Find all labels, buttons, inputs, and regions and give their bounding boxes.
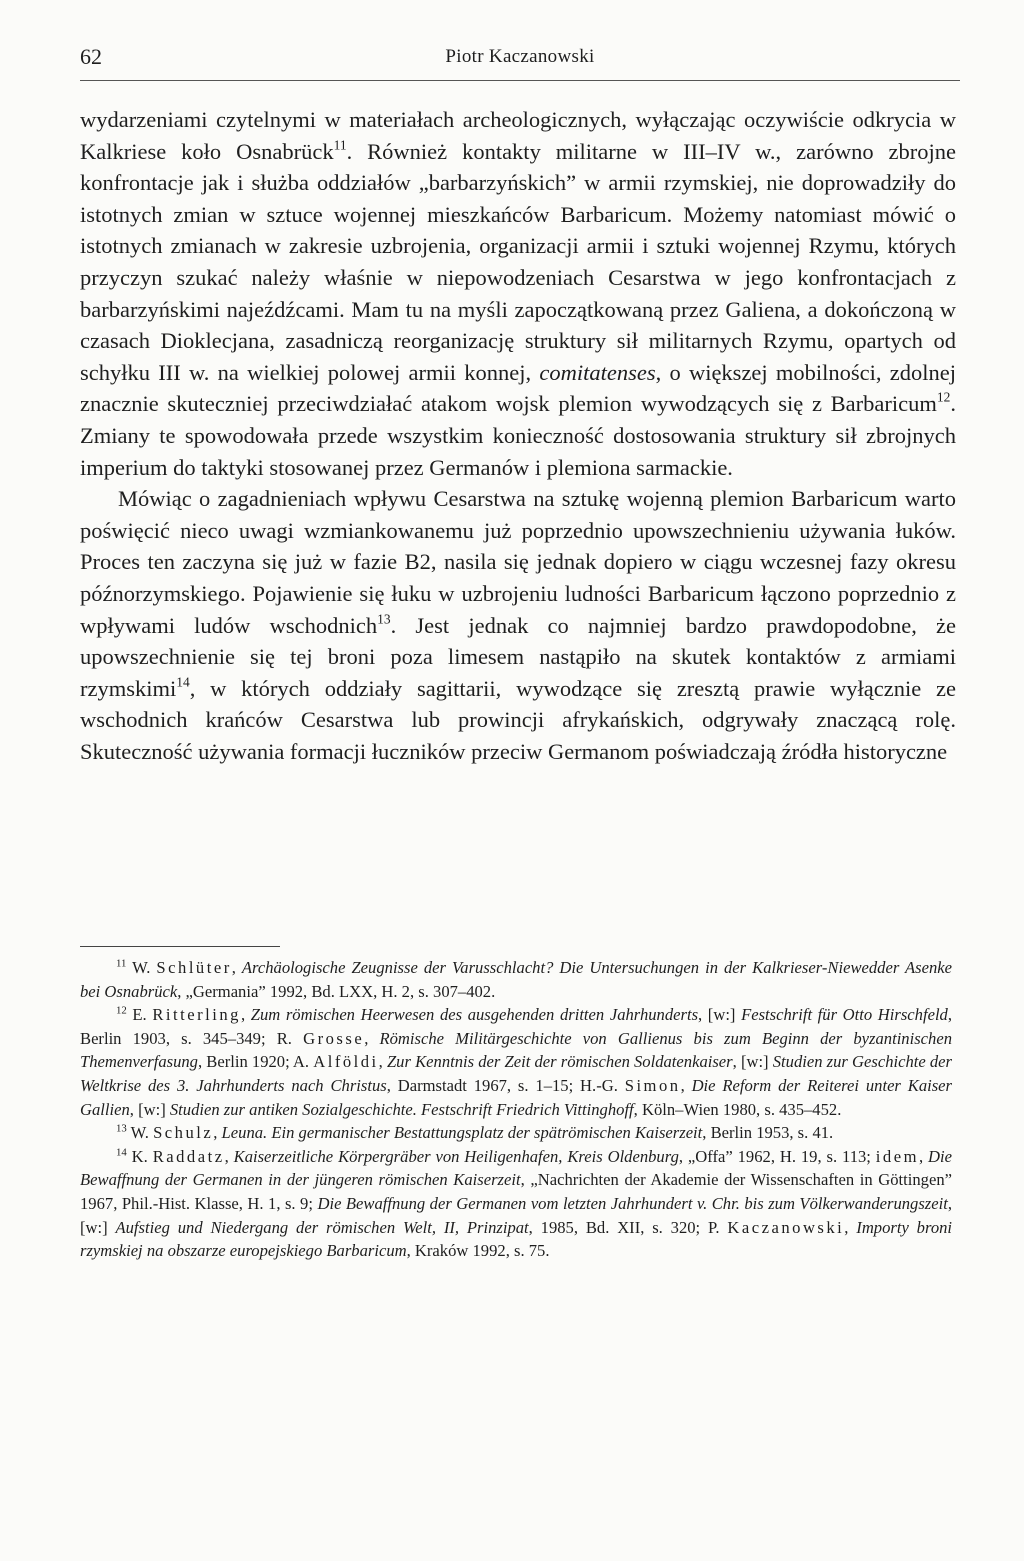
italic-text: Die Bewaffnung der Germanen in der jüngeren römischen Kaiserzeit	[80, 1146, 952, 1190]
text-run: ,	[680, 1075, 692, 1095]
italic-text: Studien zur Geschichte der Weltkrise des 3. Jahrhunderts nach Christus	[80, 1052, 953, 1095]
author-name: Raddatz	[152, 1146, 225, 1166]
text-run: , [w:]	[732, 1052, 773, 1072]
italic-text: Studien zur antiken Sozialgeschichte. Festschrift Friedrich Vittinghoff	[169, 1099, 634, 1119]
italic-text: comitatenses	[539, 359, 656, 385]
text-run: ,	[231, 958, 242, 977]
text-run: . Zmiany te spowodowała przede wszystkim konieczność dostosowania struktury sił zbrojnych imperium do taktyki stosowanej przez Germanów i plemiona sarmackie.	[80, 391, 956, 480]
footnote	[80, 956, 952, 1003]
page-number: 62	[80, 44, 102, 69]
text-run: Mówiąc o zagadnieniach wpływu Cesarstwa na sztukę wojenną plemion Barbaricum warto poświęcić nieco uwagi wzmiankowanemu już poprzednio upowszechnieniu używania łuków. Proces ten zaczyna się już w fazie B2, nasila się jednak dopiero w ciągu wczesnej fazy okresu późnorzymskiego. Pojawienie się łuku w uzbrojeniu ludności Barbaricum łączono poprzednio z wpływami ludów wschodnich	[80, 486, 956, 638]
text-run: , „Nachrichten der Akademie der Wissenschaften in Göttingen” 1967, Phil.-Hist. Klasse, H. 1, s. 9;	[80, 1170, 952, 1213]
author-name: Grosse	[303, 1028, 365, 1048]
italic-text: Zur Kenntnis der Zeit der römischen Soldatenkaiser	[386, 1052, 733, 1072]
text-run: , Kraków 1992, s. 75.	[406, 1241, 550, 1261]
author-name: Schlüter	[156, 958, 232, 977]
text-run: , Darmstadt 1967, s. 1–15; H.-G.	[386, 1075, 625, 1095]
text-run: W.	[126, 958, 157, 977]
text-run: , Köln–Wien 1980, s. 435–452.	[633, 1099, 842, 1119]
body-text	[80, 104, 956, 767]
text-run: , [w:]	[80, 1193, 952, 1237]
running-head: Piotr Kaczanowski	[445, 46, 595, 67]
italic-text: Festschrift für Otto Hirschfeld	[741, 1005, 948, 1025]
body-paragraph	[80, 483, 956, 767]
footnote-ref: 11	[116, 957, 127, 970]
footnote-ref: 13	[116, 1122, 127, 1135]
text-run: ,	[240, 1005, 251, 1025]
italic-text: Leuna. Ein germanischer Bestattungsplatz der spätrömischen Kaiserzeit	[221, 1123, 703, 1143]
text-run: E.	[126, 1005, 153, 1025]
italic-text: Aufstieg und Niedergang der römischen Welt, II, Prinzipat	[115, 1217, 529, 1237]
footnote-ref: 12	[116, 1004, 127, 1017]
text-run: ,	[364, 1028, 380, 1048]
text-run: , Berlin 1903, s. 345–349; R.	[80, 1005, 953, 1048]
italic-text: Importy broni rzymskiej na obszarze europejskiego Barbaricum	[80, 1217, 953, 1261]
footnote	[80, 1121, 952, 1145]
italic-text: Die Bewaffnung der Germanen vom letzten Jahrhundert v. Chr. bis zum Völkerwanderungszeit	[317, 1193, 948, 1213]
text-run: . Również kontakty militarne w III–IV w., zarówno zbrojne konfrontacje jak i służba oddziałów „barbarzyńskich” w armii rzymskiej, nie doprowadziły do istotnych zmian w sztuce wojennej mieszkańców Barbaricum. Możemy natomiast mówić o istotnych zmianach w zakresie uzbrojenia, organizacji armii i sztuki wojennej Rzymu, których przyczyn szukać należy właśnie w niepowodzeniach Cesarstwa w jego konfrontacjach z barbarzyńskimi najeźdźcami. Mam tu na myśli zapoczątkowaną przez Galiena, a dokończoną w czasach Dioklecjana, zasadniczą reorganizację struktury sił militarnych Rzymu, opartych od schyłku III w. na wielkiej polowej armii konnej,	[80, 138, 956, 385]
author-name: Ritterling	[152, 1005, 241, 1025]
footnotes	[80, 956, 952, 1263]
text-run: . Jest jednak co najmniej bardzo prawdopodobne, że upowszechnienie się tej broni poza limesem nastąpiło na skutek kontaktów z armiami rzymskimi	[80, 612, 956, 701]
text-run: wydarzeniami czytelnymi w materiałach archeologicznych, wyłączając oczywiście odkrycia w Kalkriese koło Osnabrück	[80, 107, 956, 164]
italic-text: Archäologische Zeugnisse der Varusschlacht? Die Untersuchungen in der Kalkrieser-Niewedder Asenke bei Osnabrück	[80, 958, 952, 1001]
footnote-ref: 13	[377, 611, 391, 627]
body-paragraph	[80, 104, 956, 483]
italic-text: Die Reform der Reiterei unter Kaiser Gallien	[80, 1075, 953, 1119]
text-run: ,	[918, 1146, 929, 1166]
footnote-ref: 14	[116, 1146, 127, 1159]
author-name: Alföldi	[313, 1052, 379, 1072]
text-run: , Berlin 1920; A.	[197, 1052, 314, 1072]
footnote-divider	[80, 946, 280, 947]
footnote	[80, 1145, 952, 1263]
text-run: , 1985, Bd. XII, s. 320; P.	[528, 1217, 728, 1237]
text-run: K.	[126, 1146, 153, 1166]
page-header	[80, 44, 960, 81]
footnote-ref: 11	[333, 137, 347, 153]
text-run: , w których oddziały sagittarii, wywodzące się zresztą prawie wyłącznie ze wschodnich krańców Cesarstwa lub prowincji afrykańskich, odgrywały znaczącą rolę. Skuteczność używania formacji łuczników przeciw Germanom poświadczają źródła historyczne	[80, 675, 956, 764]
text-run: , [w:]	[698, 1005, 742, 1025]
text-run: , „Offa” 1962, H. 19, s. 113;	[678, 1146, 876, 1166]
text-run: , Berlin 1953, s. 41.	[702, 1123, 834, 1143]
italic-text: Kaiserzeitliche Körpergräber von Heiligenhafen, Kreis Oldenburg	[233, 1146, 679, 1166]
footnote-ref: 14	[176, 674, 190, 690]
italic-text: Zum römischen Heerwesen des ausgehenden dritten Jahrhunderts	[250, 1005, 699, 1025]
text-run: ,	[844, 1217, 857, 1237]
footnote	[80, 1003, 952, 1121]
text-run: , „Germania” 1992, Bd. LXX, H. 2, s. 307–402.	[177, 981, 496, 1001]
text-run: , [w:]	[129, 1099, 170, 1119]
footnote-ref: 12	[936, 389, 951, 405]
author-name: Simon	[624, 1075, 681, 1095]
text-run: W.	[126, 1123, 154, 1143]
author-name: Kaczanowski	[727, 1217, 845, 1237]
text-run: ,	[213, 1123, 222, 1143]
author-name: idem	[875, 1146, 919, 1166]
text-run: , o większej mobilności, zdolnej znacznie skuteczniej przeciwdziałać atakom wojsk plemion wywodzących się z Barbaricum	[80, 359, 956, 417]
author-name: Schulz	[153, 1123, 214, 1143]
italic-text: Römische Militärgeschichte von Gallienus bis zum Beginn der byzantinischen Themenverfasung	[80, 1028, 952, 1072]
text-run: ,	[224, 1146, 234, 1166]
text-run: ,	[378, 1052, 387, 1072]
